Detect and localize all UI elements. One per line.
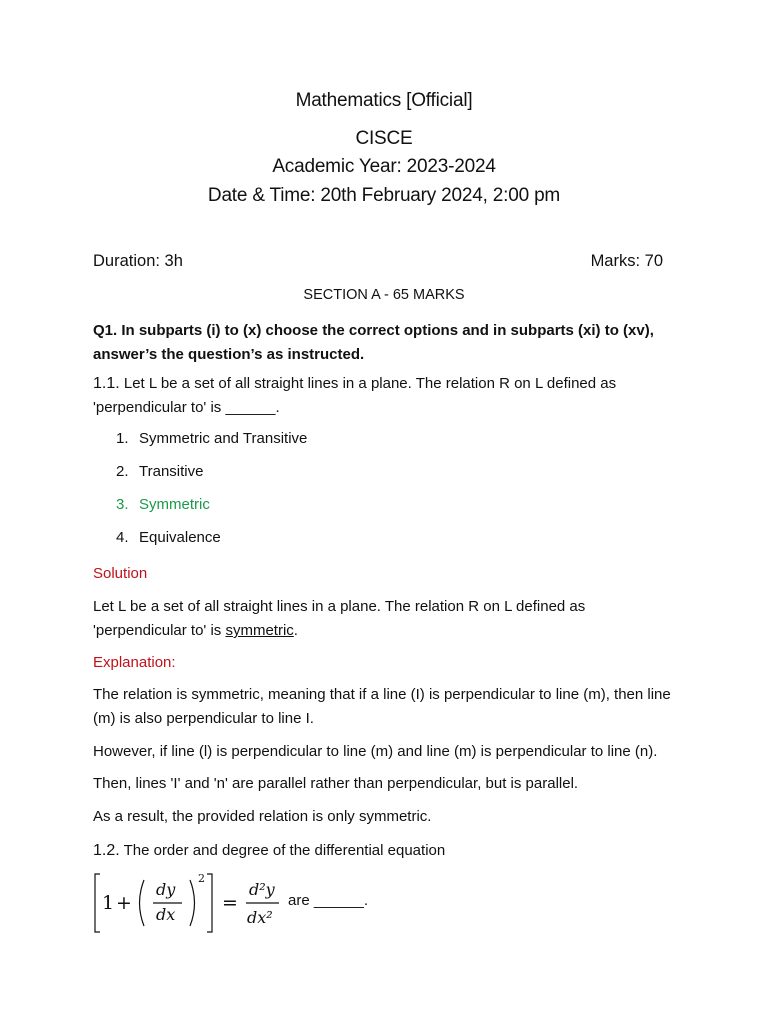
solution-end: . <box>293 622 298 639</box>
option-label: Symmetric <box>139 496 210 513</box>
left-square-bracket <box>95 874 100 932</box>
question-1-2 <box>93 839 683 863</box>
explanation-paragraph: Then, lines 'I' and 'n' are parallel rather than perpendicular, but is parallel. <box>93 775 579 792</box>
option-number: 3. <box>116 496 129 513</box>
option-label: Symmetric and Transitive <box>139 430 308 447</box>
solution-answer: symmetric <box>225 622 294 639</box>
question-1-instructions: Q1. In subparts (i) to (x) choose the correct options and in subparts (xi) to (xv), answer’s the question’s as instructed. <box>93 322 654 363</box>
option-number: 4. <box>116 529 129 546</box>
question-number: 1.1. <box>93 375 120 392</box>
question-number: 1.2. <box>93 842 120 859</box>
eq-dy: dy <box>156 880 176 899</box>
explanation-paragraph: The relation is symmetric, meaning that if a line (I) is perpendicular to line (m), then line (m) is also perpendicular to line I. <box>93 686 671 727</box>
option-2 <box>116 463 203 480</box>
question-text: The order and degree of the differential equation <box>119 842 446 859</box>
eq-dx2: dx² <box>247 908 273 927</box>
eq-d2y: d²y <box>249 880 275 899</box>
explanation-paragraph: However, if line (l) is perpendicular to line (m) and line (m) is perpendicular to line (n). <box>93 743 658 760</box>
exam-meta <box>93 252 663 271</box>
right-square-bracket <box>207 874 212 932</box>
academic-year: Academic Year: 2023-2024 <box>272 156 496 177</box>
option-label: Transitive <box>139 463 204 480</box>
equation-tail: are ______. <box>288 892 369 909</box>
eq-equals: = <box>222 892 238 914</box>
question-1-1 <box>93 372 683 420</box>
total-marks: Marks: 70 <box>590 252 663 270</box>
eq-power: 2 <box>198 872 205 885</box>
option-3-correct <box>116 496 210 513</box>
section-title: SECTION A - 65 MARKS <box>303 287 465 303</box>
paper-title: Mathematics [Official] <box>295 90 473 111</box>
explanation-heading: Explanation: <box>93 654 176 671</box>
option-label: Equivalence <box>139 529 221 546</box>
explanation-paragraph: As a result, the provided relation is only symmetric. <box>93 808 432 825</box>
left-paren <box>140 880 145 926</box>
right-paren <box>190 880 195 926</box>
eq-one: 1 <box>102 892 115 914</box>
option-number: 1. <box>116 430 129 447</box>
solution-body: Let L be a set of all straight lines in a plane. The relation R on L defined as 'perpendicular to' is <box>93 598 586 639</box>
option-1 <box>116 430 307 447</box>
differential-equation <box>93 868 513 938</box>
solution-heading: Solution <box>93 565 148 582</box>
option-number: 2. <box>116 463 129 480</box>
solution-text <box>93 595 683 643</box>
board-name: CISCE <box>355 128 413 149</box>
exam-date-time: Date & Time: 20th February 2024, 2:00 pm <box>207 185 561 206</box>
question-text: Let L be a set of all straight lines in a plane. The relation R on L defined as 'perpendicular to' is ______. <box>93 375 617 416</box>
option-4 <box>116 529 221 546</box>
duration: Duration: 3h <box>93 252 183 270</box>
eq-plus: + <box>116 892 132 914</box>
eq-dx: dx <box>156 905 176 924</box>
equation-formula <box>93 868 283 938</box>
